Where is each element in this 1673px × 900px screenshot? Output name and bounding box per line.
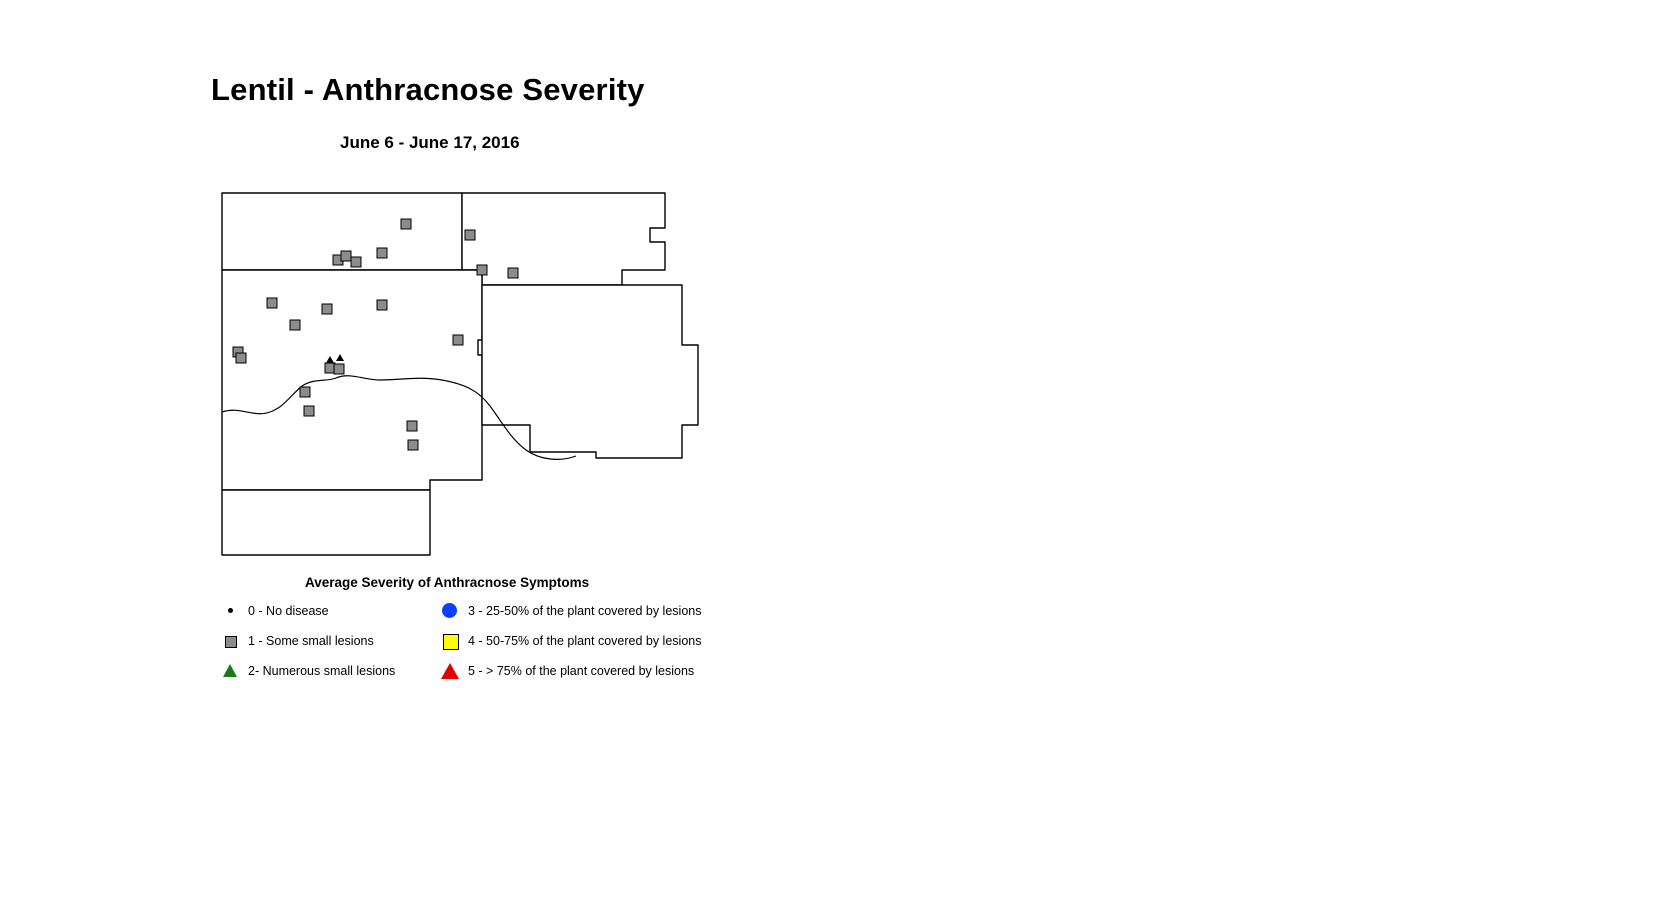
severity-2-symbol-icon [220,660,242,682]
map-canvas [210,180,730,570]
legend-item-severity-2 [220,660,395,682]
legend-item-label: 4 - 50-75% of the plant covered by lesions [468,634,702,648]
legend-item-label: 1 - Some small lesions [248,634,374,648]
legend-item-severity-5 [440,660,694,682]
legend-item-label: 5 - > 75% of the plant covered by lesions [468,664,695,678]
legend-item-severity-1 [220,630,374,652]
legend-item-label: 0 - No disease [248,604,329,618]
severity-5-symbol-icon [440,660,462,682]
legend-item-severity-3 [440,600,701,622]
legend-heading: Average Severity of Anthracnose Symptoms [305,575,590,590]
legend-item-severity-0 [220,600,329,622]
legend-item-label: 3 - 25-50% of the plant covered by lesions [468,604,702,618]
severity-0-symbol-icon [220,600,242,622]
legend-item-label: 2- Numerous small lesions [248,664,396,678]
legend [210,600,830,695]
region-map [210,180,730,570]
severity-4-symbol-icon [440,630,462,652]
map-boundaries [222,193,698,555]
date-range-subtitle: June 6 - June 17, 2016 [340,133,520,152]
page-title: Lentil - Anthracnose Severity [211,72,645,107]
severity-1-symbol-icon [220,630,242,652]
legend-item-severity-4 [440,630,701,652]
severity-3-symbol-icon [440,600,462,622]
